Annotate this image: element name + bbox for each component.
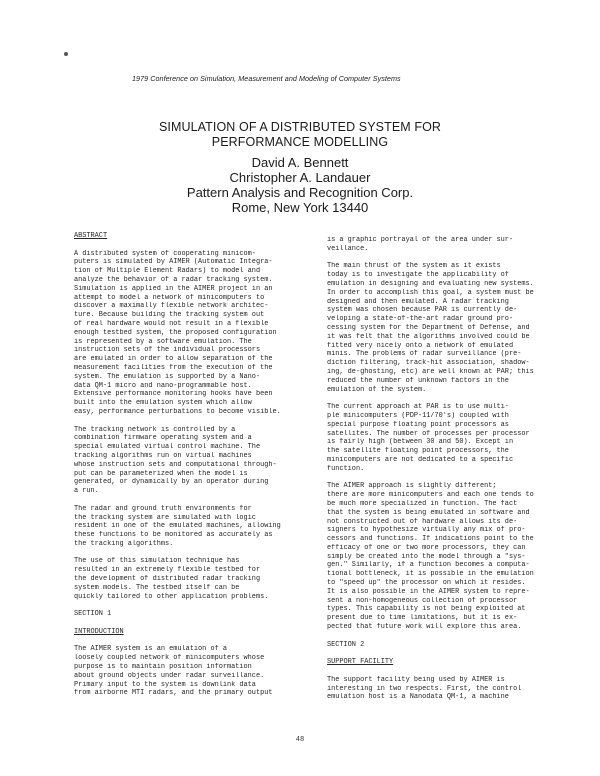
text-line: interesting in two respects. First, the control [327, 684, 522, 693]
text-line: from airborne MTI radars, and the primary output [74, 689, 273, 698]
text-line: minis. The problems of radar surveillance (pre- [327, 350, 522, 359]
text-line: the development of distributed radar tracking [74, 575, 261, 584]
text-line: Simulation is applied in the AIMER project in an [74, 284, 273, 293]
text-line: the tracking algorithms. [74, 539, 174, 548]
text-line: today is to investigate the applicability of [327, 271, 509, 280]
text-line: emulation host is a Nanodata QM-1, a machine [327, 693, 509, 702]
text-line: enough testbed system, the proposed configuration [74, 328, 277, 337]
text-line: measurement facilities from the execution of the [74, 363, 273, 372]
author-affiliation: Pattern Analysis and Recognition Corp. [186, 185, 414, 200]
body-paragraph [74, 557, 310, 601]
text-line: resident in one of the emulated machines, allowing [74, 522, 281, 531]
text-line: efficacy of one or two more processors, they can [327, 543, 526, 552]
text-line: it was felt that the algorithms involved could be [327, 332, 530, 341]
body-paragraph [327, 482, 563, 632]
text-line: ple minicomputers (PDP-11/70's) coupled with [327, 411, 509, 420]
text-line: system. The emulation is supported by a Nano- [74, 372, 261, 381]
text-line: purpose is to maintain position information [74, 663, 252, 672]
text-line: emulation in designing and evaluating new systems. [327, 279, 534, 288]
text-line: system was chosen because PAR is currently de- [327, 306, 518, 315]
text-line: The AIMER system is an emulation of a [74, 645, 227, 654]
text-line: veloping a state-of-the-art radar ground pro- [327, 315, 514, 324]
text-line: puters is simulated by AIMER (Automatic Integra- [74, 258, 273, 267]
text-line: tional bottleneck, it is possible in the emulation [327, 570, 534, 579]
body-paragraph [74, 645, 310, 698]
text-line: tracking algorithms run on virtual machines [74, 451, 252, 460]
text-line: data QM-1 micro and nano-programmable host. [74, 381, 252, 390]
text-line: minicomputers are not dedicated to a specific [327, 455, 514, 464]
text-line: veillance. [327, 244, 369, 253]
author-location: Rome, New York 13440 [231, 200, 369, 215]
author-name: David A. Bennett [251, 155, 349, 170]
text-line: The radar and ground truth environments for [74, 504, 252, 513]
text-line: the tracking system are simulated with logic [74, 513, 256, 522]
title-line: PERFORMANCE MODELLING [211, 135, 389, 149]
text-line: generated, or dynamically by an operator during [74, 478, 269, 487]
section-label: SECTION 1 [74, 610, 112, 619]
right-column [327, 236, 563, 702]
text-line: The current approach at PAR is to use multi- [327, 403, 509, 412]
text-line: Extensive performance monitoring hooks have been [74, 390, 273, 399]
text-line: resulted in an extremely flexible testbed for [74, 566, 261, 575]
body-paragraph [327, 262, 563, 394]
text-line: of real hardware would not result in a flexible [74, 319, 269, 328]
text-line: the satellite floating point processors, the [327, 447, 509, 456]
text-line: emulation of the system. [327, 385, 427, 394]
text-line: analyze the behavior of a radar tracking system. [74, 275, 273, 284]
paper-title [80, 120, 520, 150]
text-line: attempt to model a network of minicomputers to [74, 293, 265, 302]
text-line: cessing system for the Department of Defense, and [327, 323, 530, 332]
section-heading: SUPPORT FACILITY [327, 658, 394, 667]
text-line: simply be created into the model through a "sys- [327, 552, 526, 561]
text-line: The main thrust of the system as it exists [327, 262, 501, 271]
text-line: In order to accomplish this goal, a system must be [327, 288, 534, 297]
text-line: ture. Because building the tracking system out [74, 311, 265, 320]
text-line: easy, performance perturbations to become visible. [74, 407, 281, 416]
text-line: that the system is being emulated in software and [327, 508, 530, 517]
body-paragraph [327, 403, 563, 473]
text-line: system models. The testbed itself can be [74, 583, 240, 592]
text-line: signers to hypothesize virtually any mix of pro- [327, 526, 526, 535]
text-line: to "speed up" the processor on which it resides. [327, 579, 526, 588]
text-line: these functions to be monitored as accurately as [74, 531, 273, 540]
text-line: about ground objects under radar surveillance. [74, 671, 265, 680]
section-label: SECTION 2 [327, 640, 365, 649]
author-name: Christopher A. Landauer [229, 170, 371, 185]
text-line: built into the emulation system which allow [74, 399, 252, 408]
text-line: ing, de-ghosting, etc) are well known at PAR; this [327, 367, 534, 376]
body-paragraph [74, 426, 310, 496]
text-line: whose instruction sets and computational through- [74, 460, 277, 469]
text-line: The tracking network is controlled by a [74, 425, 236, 434]
text-line: A distributed system of cooperating minicom- [74, 249, 256, 258]
text-line: not constructed out of hardware allows its de- [327, 517, 518, 526]
text-line: The support facility being used by AIMER is [327, 675, 505, 684]
text-line: are emulated in order to allow separation of the [74, 355, 273, 364]
body-paragraph [74, 505, 310, 549]
text-line: The use of this simulation technique has [74, 557, 240, 566]
text-line: reduced the number of unknown factors in the [327, 376, 509, 385]
text-line: discover a maximally flexible network architec- [74, 302, 269, 311]
text-line: cessors and functions. If indications point to the [327, 535, 534, 544]
text-line: is fairly high (between 30 and 50). Except in [327, 438, 514, 447]
text-line: pected that future work will explore this area. [327, 623, 522, 632]
text-line: sent a non-homogeneous collection of processor [327, 596, 518, 605]
title-line: SIMULATION OF A DISTRIBUTED SYSTEM FOR [158, 120, 442, 134]
text-line: is a graphic portrayal of the area under sur- [327, 236, 514, 244]
text-line: It is also possible in the AIMER system to repre- [327, 587, 530, 596]
body-paragraph [327, 676, 563, 702]
text-line: there are more minicomputers and each one tends to [327, 491, 534, 500]
left-column [74, 232, 310, 698]
text-line: instruction sets of the individual processors [74, 346, 261, 355]
abstract-heading: ABSTRACT [74, 232, 108, 240]
text-line: diction filtering, track-hit association, shadow- [327, 359, 530, 368]
body-paragraph [327, 236, 563, 254]
abstract-paragraph [74, 250, 310, 417]
conference-header: 1979 Conference on Simulation, Measurement and Modeling of Computer Systems [132, 74, 401, 83]
text-line: gen." Similarly, if a function becomes a computa- [327, 561, 530, 570]
stray-dot [64, 52, 68, 56]
text-line: designed and then emulated. A radar tracking [327, 297, 509, 306]
text-line: combination firmware operating system and a [74, 434, 252, 443]
page-number: 48 [295, 736, 305, 744]
text-line: a run. [74, 487, 99, 496]
text-line: tion of Multiple Element Radars) to model and [74, 267, 261, 276]
text-line: special purpose floating point processors as [327, 420, 509, 429]
text-line: satellites. The number of processes per processor [327, 429, 530, 438]
text-line: put can be parameterized when the model is [74, 469, 248, 478]
text-line: be much more specialized in function. The fact [327, 499, 518, 508]
author-block [80, 155, 520, 215]
text-line: present due to time limitations, but it is ex- [327, 614, 518, 623]
text-line: Primary input to the system is downlink data [74, 680, 256, 689]
text-line: fitted very nicely onto a network of emulated [327, 341, 514, 350]
text-line: special emulated virtual control machine. The [74, 443, 261, 452]
text-line: function. [327, 464, 365, 473]
section-heading: INTRODUCTION [74, 627, 124, 636]
text-line: is represented by a software emulation. The [74, 337, 252, 346]
text-line: loosely coupled network of minicomputers whose [74, 654, 265, 663]
text-line: quickly tailored to other application problems. [74, 592, 269, 601]
text-line: The AIMER approach is slightly different; [327, 482, 497, 491]
text-line: types. This capability is not being exploited at [327, 605, 526, 614]
